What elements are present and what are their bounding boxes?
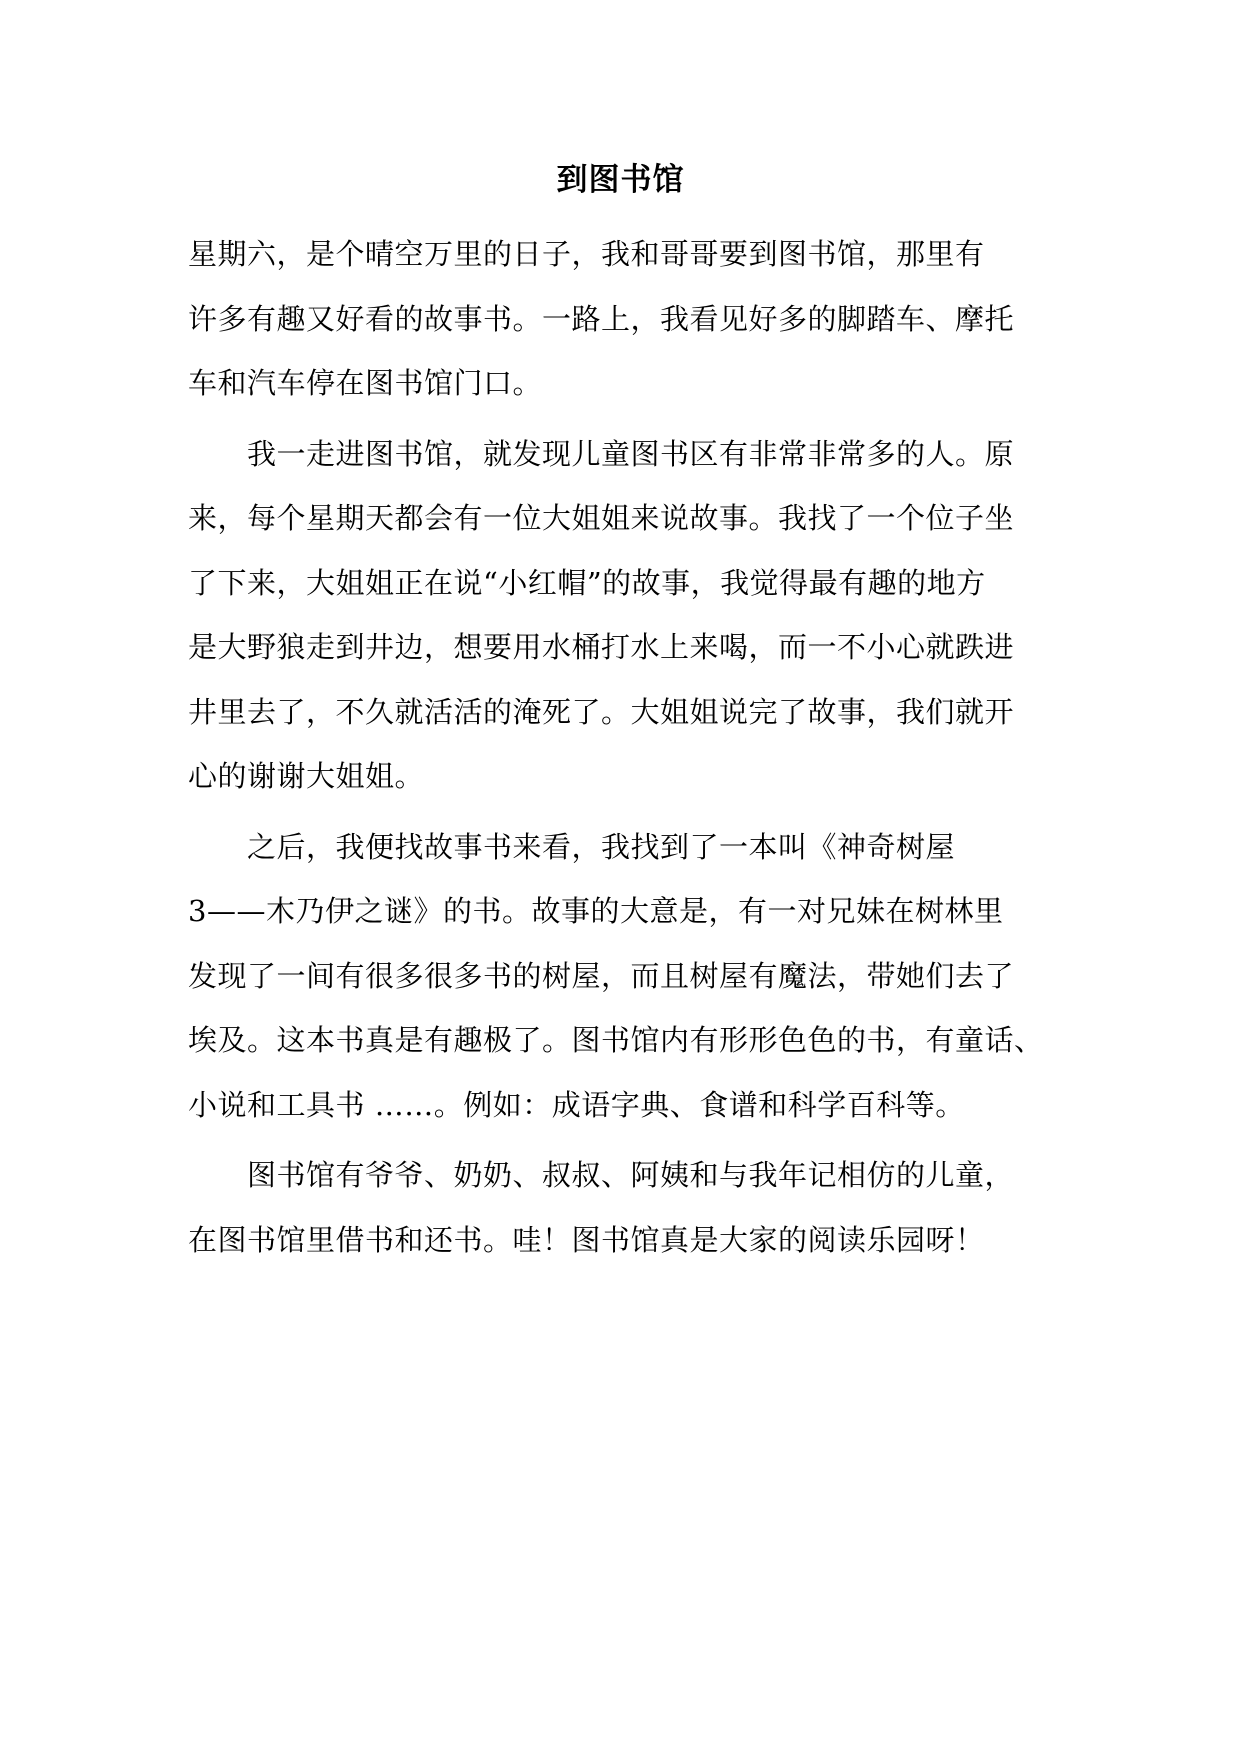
- text-line: 井里去了，不久就活活的淹死了。大姐姐说完了故事，我们就开: [188, 694, 1015, 729]
- text-line: 发现了一间有很多很多书的树屋，而且树屋有魔法，带她们去了: [188, 958, 1015, 993]
- text-line: 图书馆有爷爷、奶奶、叔叔、阿姨和与我年记相仿的儿童，: [188, 1158, 1015, 1192]
- document-title: 到图书馆: [556, 162, 685, 198]
- text-line: 之后，我便找故事书来看，我找到了一本叫《神奇树屋: [188, 829, 956, 864]
- document-body: [188, 222, 1068, 1272]
- text-line: 了下来，大姐姐正在说“小红帽”的故事，我觉得最有趣的地方: [188, 565, 986, 600]
- text-line: 埃及。这本书真是有趣极了。图书馆内有形形色色的书，有童话、: [188, 1023, 1044, 1057]
- text-line: 我一走进图书馆，就发现儿童图书区有非常非常多的人。原: [188, 436, 1015, 471]
- text-line: 是大野狼走到井边，想要用水桶打水上来喝，而一不小心就跌进: [188, 630, 1015, 664]
- text-line: 心的谢谢大姐姐。: [188, 759, 425, 793]
- text-line: 星期六，是个晴空万里的日子，我和哥哥要到图书馆，那里有: [188, 237, 985, 271]
- text-line: 3——木乃伊之谜》的书。故事的大意是，有一对兄妹在树林里: [188, 894, 1004, 928]
- text-line: 在图书馆里借书和还书。哇！图书馆真是大家的阅读乐园呀！: [188, 1222, 985, 1257]
- text-line: 小说和工具书 ……。例如：成语字典、食谱和科学百科等。: [188, 1087, 965, 1122]
- text-line: 来，每个星期天都会有一位大姐姐来说故事。我找了一个位子坐: [188, 501, 1015, 535]
- text-line: 许多有趣又好看的故事书。一路上，我看见好多的脚踏车、摩托: [188, 301, 1015, 336]
- text-line: 车和汽车停在图书馆门口。: [188, 366, 543, 400]
